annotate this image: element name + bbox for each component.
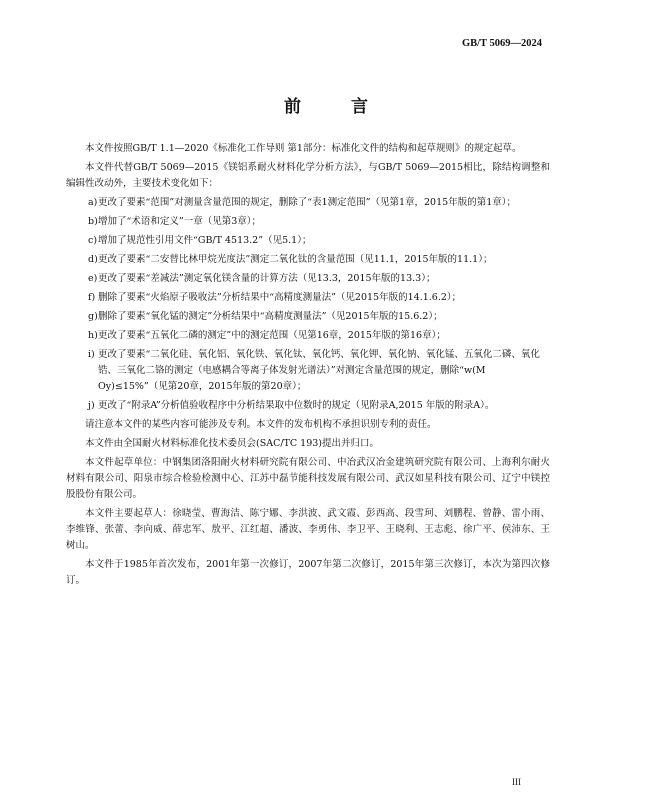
standard-code: GB/T 5069—2024 [461, 38, 542, 49]
list-marker: j) [88, 400, 95, 411]
list-marker: d) [88, 254, 98, 265]
list-item-text: 增加了“术语和定义”一章（见第3章）； [98, 216, 262, 227]
paragraph-replacement: 本文件代替GB/T 5069—2015《镁铝系耐火材料化学分析方法》，与GB/T 5069—2015相比，除结构调整和编辑性改动外，主要技术变化如下： [66, 162, 550, 189]
list-item-text: 更改了要素“二安替比林甲烷光度法”测定二氧化钛的含量范围（见11.1，2015年版的11.1）； [98, 254, 493, 265]
paragraph-revision-history: 本文件于1985年首次发布，2001年第一次修订，2007年第二次修订，2015年第三次修订，本次为第四次修订。 [66, 559, 550, 586]
list-item-text: 更改了要素“二氧化硅、氧化铝、氧化铁、氧化钛、氧化钙、氧化钾、氧化钠、氧化锰、五氧化二磷、氧化锆、三氧化二铬的测定（电感耦合等离子体发射光谱法）”对测定含量范围的规定，删除“w(M Oy)≤15%”（见第20章，2015年版的第20章）； [98, 349, 540, 392]
list-marker: i) [88, 349, 95, 360]
page-title: 前 言 [284, 97, 390, 117]
list-marker: b) [88, 216, 98, 227]
list-item-text: 更改了要素“五氧化二磷的测定”中的测定范围（见第16章，2015年版的第16章）； [98, 330, 446, 341]
list-item [66, 233, 550, 249]
paragraph-patent-notice: 请注意本文件的某些内容可能涉及专利。本文件的发布机构不承担识别专利的责任。 [85, 419, 437, 430]
list-item [66, 252, 550, 268]
list-item [66, 309, 550, 325]
foreword-body [66, 141, 550, 592]
list-item [66, 214, 550, 230]
list-item-text: 更改了要素“范围”对测量含量范围的规定，删除了“表1测定范围”（见第1章，2015年版的第1章）； [98, 197, 516, 208]
list-item [66, 328, 550, 344]
list-marker: f) [88, 292, 96, 303]
list-item-text: 增加了规范性引用文件“GB/T 4513.2”（见5.1）； [98, 235, 312, 246]
list-item [66, 347, 550, 395]
list-item-text: 删除了要素“氧化锰的测定”分析结果中“高精度测量法”（见2015年版的15.6.2）； [98, 311, 443, 322]
list-marker: a) [88, 197, 98, 208]
list-item [66, 195, 550, 211]
paragraph-drafting-rules: 本文件按照GB/T 1.1—2020《标准化工作导则 第1部分：标准化文件的结构和起草规则》的规定起草。 [85, 143, 522, 154]
list-marker: g) [88, 311, 98, 322]
technical-changes-list [66, 195, 550, 414]
list-marker: c) [88, 235, 98, 246]
list-item-text: 更改了要素“差减法”测定氧化镁含量的计算方法（见13.3，2015年版的13.3）； [98, 273, 436, 284]
list-marker: e) [88, 273, 98, 284]
paragraph-committee: 本文件由全国耐火材料标准化技术委员会(SAC/TC 193)提出并归口。 [85, 438, 380, 449]
list-item [66, 271, 550, 287]
paragraph-drafting-units: 本文件起草单位：中钢集团洛阳耐火材料研究院有限公司、中冶武汉冶金建筑研究院有限公司、上海利尔耐火材料有限公司、阳泉市综合检验检测中心、江苏中磊节能科技发展有限公司、武汉如星科技有限公司、辽宁中镁控股股份有限公司。 [66, 457, 550, 500]
page-number: III [512, 777, 521, 787]
list-item-text: 更改了“附录A”分析值验收程序中分析结果取中位数时的规定（见附录A,2015 年版的附录A）。 [98, 400, 495, 411]
paragraph-drafters: 本文件主要起草人：徐晓莹、曹海洁、陈宁娜、李洪波、武文霞、彭西高、段雪珂、刘鹏程、曾静、雷小雨、李维锋、张蕾、李向威、薛忠军、敖平、江红超、潘波、李勇伟、李卫平、王晓利、王志彪、徐广平、侯沛东、王树山。 [66, 508, 550, 551]
list-item-text: 删除了要素“火焰原子吸收法”分析结果中“高精度测量法”（见2015年版的14.1.6.2）； [98, 292, 462, 303]
list-item [66, 290, 550, 306]
list-marker: h) [88, 330, 98, 341]
list-item [66, 398, 550, 414]
